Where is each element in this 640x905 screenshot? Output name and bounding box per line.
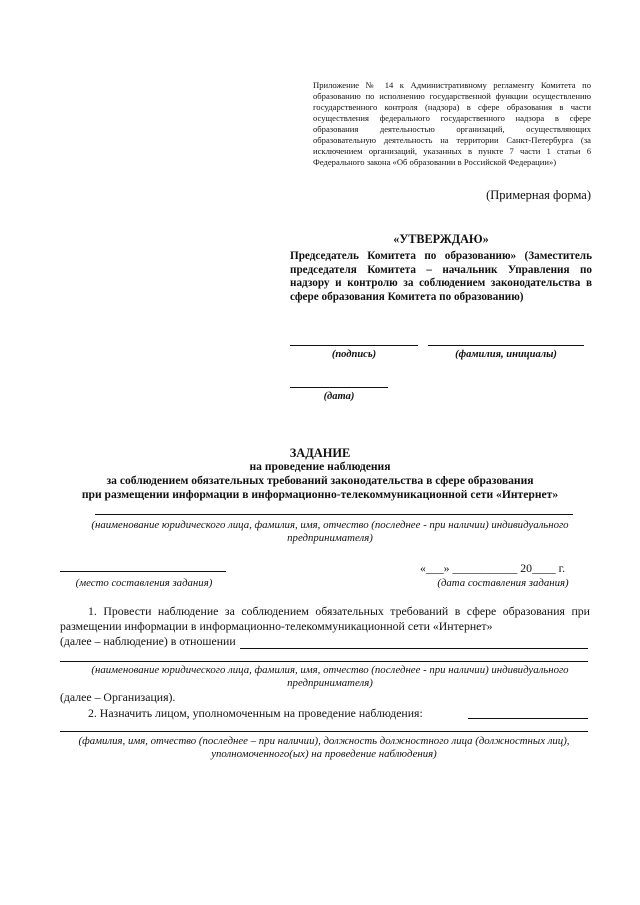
title-line-3: при размещении информации в информационно-телекоммуникационной сети «Интернет» <box>81 488 559 501</box>
paragraph-1-text: 1. Провести наблюдение за соблюдением обязательных требований в сфере образования при размещении информации в информационно-телекоммуникационной сети «Интернет» <box>60 604 590 633</box>
place-line[interactable] <box>60 571 226 572</box>
paragraph-2: 2. Назначить лицом, уполномоченным на проведение наблюдения: <box>88 706 423 720</box>
signature-line[interactable] <box>290 345 418 346</box>
subject-line[interactable] <box>240 648 588 649</box>
approval-stamp: «УТВЕРЖДАЮ» <box>393 232 489 246</box>
place-caption: (место составления задания) <box>75 577 213 589</box>
title-line-1: на проведение наблюдения <box>249 460 391 473</box>
approval-block <box>290 233 592 305</box>
paragraph-1 <box>60 604 590 633</box>
authorized-person-line[interactable] <box>468 718 588 719</box>
title-line-2: за соблюдением обязательных требований законодательства в сфере образования <box>106 474 534 487</box>
person-caption: (фамилия, имя, отчество (последнее – при наличии), должность должностного лица (должностных лиц), уполномоченного(ых) на проведение наблюдения) <box>78 735 570 760</box>
paragraph-1-tail: (далее – наблюдение) в отношении <box>60 634 236 648</box>
appendix-note: Приложение № 14 к Административному регламенту Комитета по образованию по исполнению государственной функции осуществлению государственного контроля (надзора) в сфере образования в части осуществления федерального государственного надзора в сфере образования деятельностью организаций, осуществляющих образовательную деятельность на территории Санкт-Петербурга (за исключением организаций, указанных в пункте 7 части 1 статьи 6 Федерального закона «Об образовании в Российской Федерации») <box>313 80 591 167</box>
name-caption: (фамилия, инициалы) <box>455 349 557 360</box>
form-type-note: (Примерная форма) <box>486 188 591 202</box>
entity-line[interactable] <box>95 514 573 515</box>
date-caption: (дата составления задания) <box>437 577 569 589</box>
approver-position: Председатель Комитета по образованию» (Заместитель председателя Комитета – начальник Управления по надзору и контролю за соблюдением законодательства в сфере образования Комитета по образованию) <box>290 249 592 304</box>
approval-date-line[interactable] <box>290 387 388 388</box>
entity-caption-2: (наименование юридического лица, фамилия, имя, отчество (последнее - при наличии) индивидуального предпринимателя) <box>91 664 569 689</box>
name-line[interactable] <box>428 345 584 346</box>
title-heading: ЗАДАНИЕ <box>289 446 351 460</box>
organization-note: (далее – Организация). <box>60 690 176 704</box>
subject-line-2[interactable] <box>60 661 588 662</box>
entity-caption: (наименование юридического лица, фамилия, имя, отчество (последнее - при наличии) индивидуального предпринимателя) <box>91 519 569 544</box>
approval-date-caption: (дата) <box>323 391 355 402</box>
date-fields[interactable]: «___» ___________ 20____ г. <box>420 561 566 575</box>
authorized-person-line-2[interactable] <box>60 731 588 732</box>
document-title <box>40 446 600 502</box>
signature-caption: (подпись) <box>331 349 377 360</box>
